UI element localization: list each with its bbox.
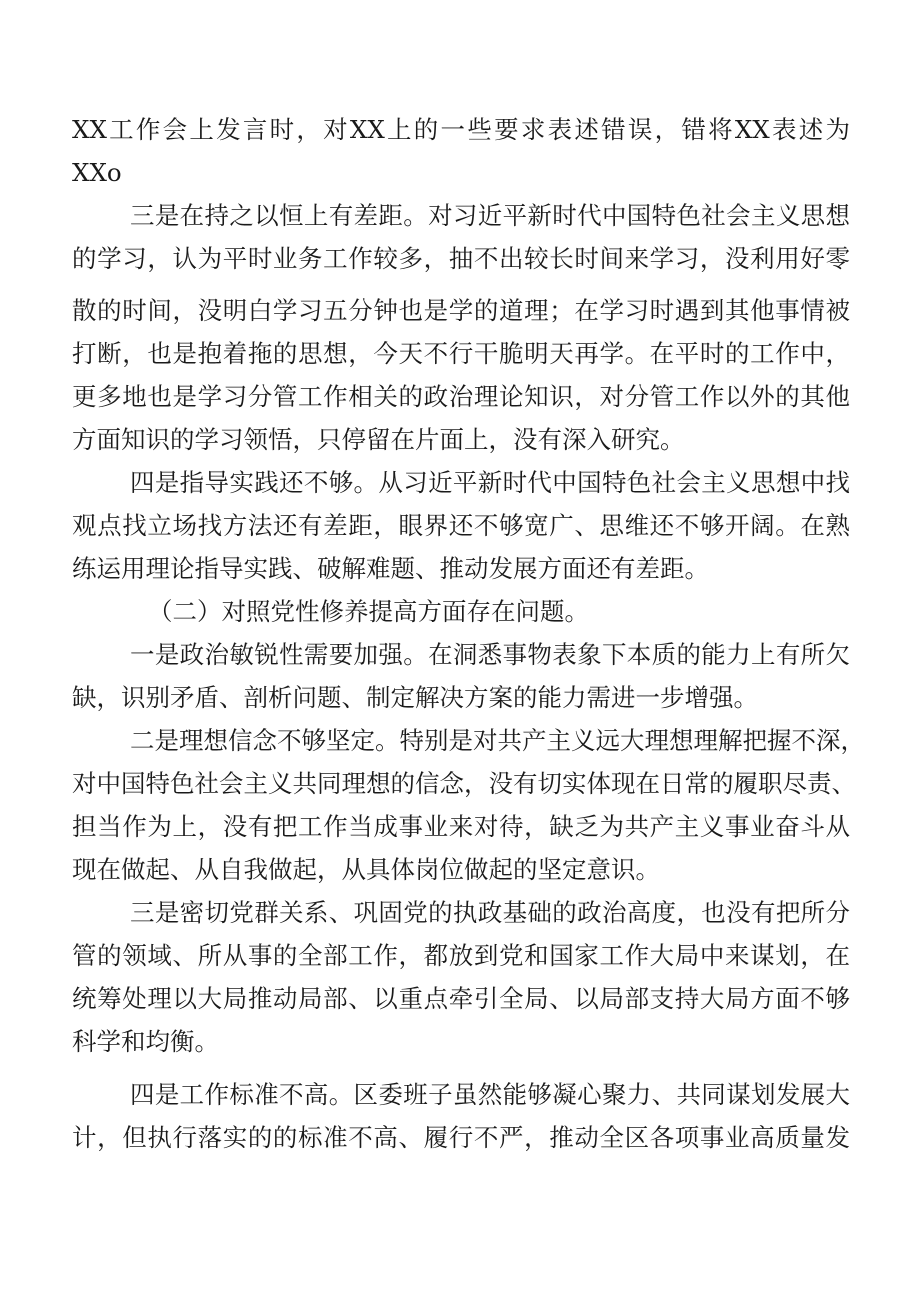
text-line: 缺，识别矛盾、剖析问题、制定解决方案的能力需进一步增强。 bbox=[72, 683, 758, 712]
text-line: 科学和均衡。 bbox=[72, 1027, 219, 1056]
text-line: 统筹处理以大局推动局部、以重点牵引全局、以局部支持大局方面不够 bbox=[72, 984, 850, 1013]
text-line: 观点找立场找方法还有差距，眼界还不够宽广、思维还不够开阔。在熟 bbox=[72, 511, 850, 540]
text-line: 对中国特色社会主义共同理想的信念，没有切实体现在日常的履职尽责、 bbox=[72, 769, 856, 798]
section-heading: （二）对照党性修养提高方面存在问题。 bbox=[148, 597, 589, 626]
paragraph-first-line: 一是政治敏锐性需要加强。在洞悉事物表象下本质的能力上有所欠 bbox=[130, 640, 850, 669]
text-line: XX工作会上发言时，对XX上的一些要求表述错误，错将XX表述为 bbox=[72, 115, 850, 144]
text-line: 散的时间，没明白学习五分钟也是学的道理；在学习时遇到其他事情被 bbox=[72, 296, 850, 325]
text-line: 方面知识的学习领悟，只停留在片面上，没有深入研究。 bbox=[72, 425, 685, 454]
paragraph-first-line: 三是密切党群关系、巩固党的执政基础的政治高度，也没有把所分 bbox=[130, 898, 850, 927]
text-line: 计，但执行落实的的标准不高、履行不严，推动全区各项事业高质量发 bbox=[72, 1123, 850, 1152]
paragraph-first-line: 四是指导实践还不够。从习近平新时代中国特色社会主义思想中找 bbox=[130, 468, 850, 497]
paragraph-first-line: 三是在持之以恒上有差距。对习近平新时代中国特色社会主义思想 bbox=[130, 201, 850, 230]
text-line: 管的领域、所从事的全部工作，都放到党和国家工作大局中来谋划，在 bbox=[72, 941, 850, 970]
text-line: 更多地也是学习分管工作相关的政治理论知识，对分管工作以外的其他 bbox=[72, 382, 850, 411]
text-line: 担当作为上，没有把工作当成事业来对待，缺乏为共产主义事业奋斗从 bbox=[72, 812, 850, 841]
text-line: 练运用理论指导实践、破解难题、推动发展方面还有差距。 bbox=[72, 554, 709, 583]
text-line: 的学习，认为平时业务工作较多，抽不出较长时间来学习，没利用好零 bbox=[72, 244, 850, 273]
text-line: 打断，也是抱着拖的思想，今天不行干脆明天再学。在平时的工作中， bbox=[72, 339, 850, 368]
text-line: 现在做起、从自我做起，从具体岗位做起的坚定意识。 bbox=[72, 855, 660, 884]
text-line: XXo bbox=[72, 158, 122, 187]
paragraph-first-line: 四是工作标准不高。区委班子虽然能够凝心聚力、共同谋划发展大 bbox=[130, 1080, 850, 1109]
paragraph-first-line: 二是理想信念不够坚定。特别是对共产主义远大理想理解把握不深， bbox=[130, 726, 865, 755]
